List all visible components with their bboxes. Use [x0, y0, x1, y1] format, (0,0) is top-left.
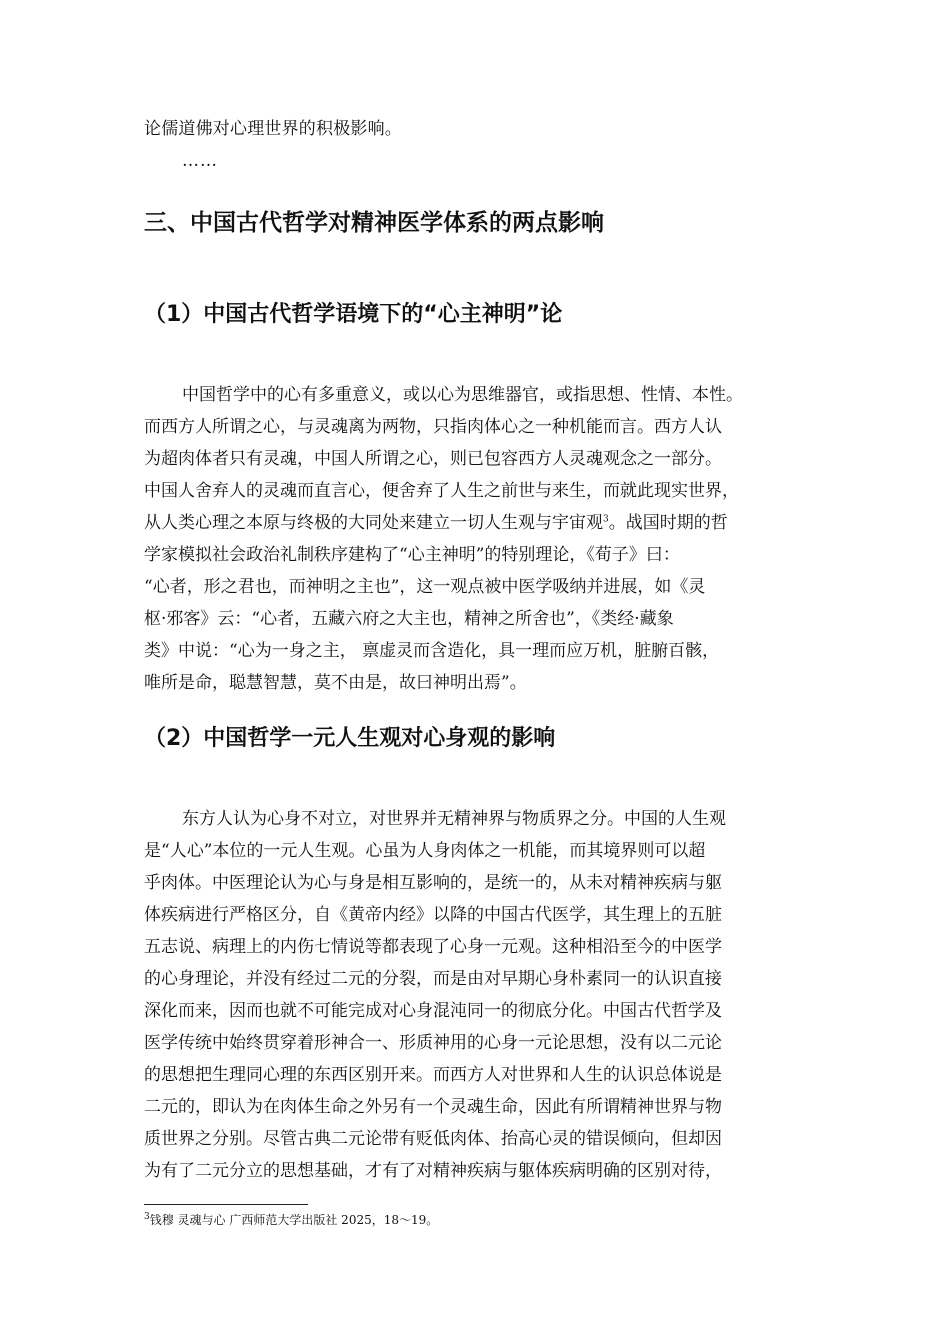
paragraph-line: 五志说、病理上的内伤七情说等都表现了心身一元观。这种相沿至今的中医学 — [144, 937, 722, 957]
paragraph-line: 为超肉体者只有灵魂，中国人所谓之心，则已包容西方人灵魂观念之一部分。 — [144, 449, 722, 469]
paragraph-line: 体疾病进行严格区分，自《黄帝内经》以降的中国古代医学，其生理上的五脏 — [144, 905, 722, 925]
paragraph-line: 二元的，即认为在肉体生命之外另有一个灵魂生命，因此有所谓精神世界与物 — [144, 1097, 722, 1117]
subsection-heading-2: （2）中国哲学一元人生观对心身观的影响 — [144, 726, 556, 751]
paragraph-line: 中国人舍弃人的灵魂而直言心，便舍弃了人生之前世与来生，而就此现实世界， — [144, 481, 739, 501]
footnote-text: 钱穆 灵魂与心 广西师范大学出版社 2025，18～19。 — [149, 1213, 439, 1227]
paragraph-line: 深化而来，因而也就不可能完成对心身混沌同一的彻底分化。中国古代哲学及 — [144, 1001, 722, 1021]
paragraph-line: 唯所是命，聪慧智慧，莫不由是，故曰神明出焉”。 — [144, 673, 527, 693]
paragraph-line: 类》中说：“心为一身之主， 禀虚灵而含造化，具一理而应万机，脏腑百骸， — [144, 641, 720, 661]
paragraph-line: 枢·邪客》云：“心者，五藏六府之大主也，精神之所舍也”，《类经·藏象 — [144, 609, 674, 629]
paragraph-line: 东方人认为心身不对立，对世界并无精神界与物质界之分。中国的人生观 — [182, 809, 726, 829]
continuation-text: 论儒道佛对心理世界的积极影响。 — [144, 119, 402, 139]
paragraph-line: 质世界之分别。尽管古典二元论带有贬低肉体、抬高心灵的错误倾向，但却因 — [144, 1129, 722, 1149]
paragraph-text: 从人类心理之本原与终极的大同处来建立一切人生观与宇宙观 — [144, 513, 603, 533]
section-heading: 三、中国古代哲学对精神医学体系的两点影响 — [144, 210, 604, 236]
ellipsis: …… — [182, 151, 218, 171]
paragraph-line: “心者，形之君也，而神明之主也”，这一观点被中医学吸纳并进展，如《灵 — [144, 577, 706, 597]
paragraph-line: 的思想把生理同心理的东西区别开来。而西方人对世界和人生的认识总体说是 — [144, 1065, 722, 1085]
footnote-separator — [144, 1204, 308, 1205]
paragraph-line-with-footnote — [144, 512, 728, 534]
paragraph-line: 学家模拟社会政治礼制秩序建构了“心主神明”的特别理论，《荀子》曰： — [144, 545, 680, 565]
paragraph-line: 为有了二元分立的思想基础，才有了对精神疾病与躯体疾病明确的区别对待， — [144, 1161, 722, 1181]
footnote-reference: 3 — [603, 514, 609, 525]
paragraph-line: 而西方人所谓之心，与灵魂离为两物，只指肉体心之一种机能而言。西方人认 — [144, 417, 722, 437]
paragraph-text: 。 — [608, 513, 626, 533]
footnote-marker: 3 — [144, 1212, 150, 1222]
paragraph-line: 医学传统中始终贯穿着形神合一、形质神用的心身一元论思想，没有以二元论 — [144, 1033, 722, 1053]
paragraph-line: 是“人心”本位的一元人生观。心虽为人身肉体之一机能，而其境界则可以超 — [144, 841, 706, 861]
paragraph-line: 中国哲学中的心有多重意义，或以心为思维器官，或指思想、性情、本性。 — [182, 385, 743, 405]
paragraph-text: 战国时期的哲 — [625, 513, 728, 533]
subsection-heading-1: （1）中国古代哲学语境下的“心主神明”论 — [144, 302, 563, 327]
paragraph-line: 的心身理论，并没有经过二元的分裂，而是由对早期心身朴素同一的认识直接 — [144, 969, 722, 989]
paragraph-line: 乎肉体。中医理论认为心与身是相互影响的，是统一的，从未对精神疾病与躯 — [144, 873, 722, 893]
footnote — [144, 1212, 438, 1228]
